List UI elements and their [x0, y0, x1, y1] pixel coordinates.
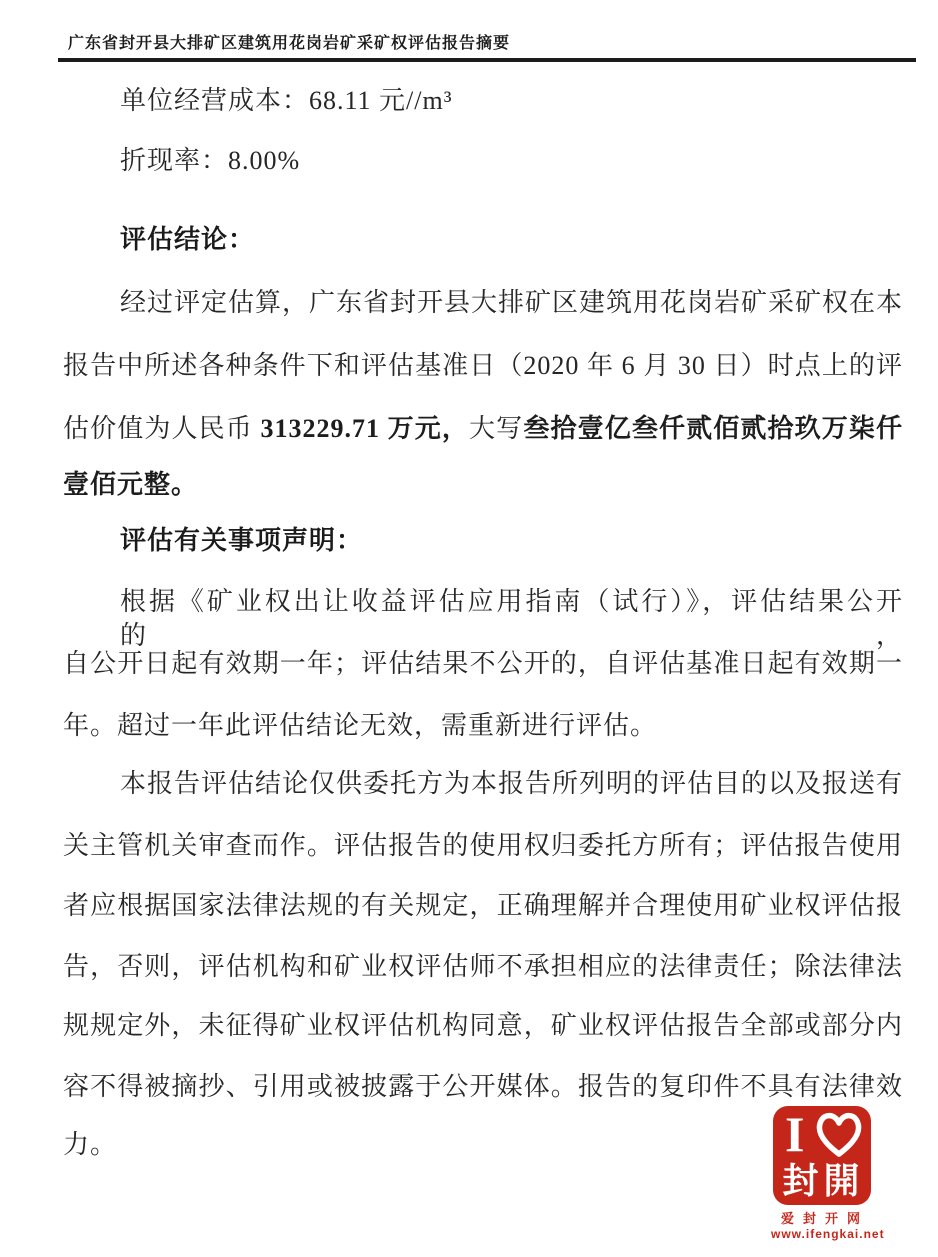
- body-line: 年。超过一年此评估结论无效，需重新进行评估。: [63, 711, 658, 740]
- appraisal-value-number: 313229.71 万元，: [260, 414, 470, 443]
- body-line: 经过评定估算，广东省封开县大排矿区建筑用花岗岩矿采矿权在本: [120, 288, 904, 317]
- body-line: 者应根据国家法律法规的有关规定，正确理解并合理使用矿业权评估报: [63, 891, 903, 920]
- statement-heading: 评估有关事项声明：: [120, 525, 364, 555]
- body-line: 根据《矿业权出让收益评估应用指南（试行）》，评估结果公开的，: [120, 587, 903, 650]
- stamp-fengkai-text: 封開: [782, 1161, 865, 1201]
- body-line: 容不得被摘抄、引用或被披露于公开媒体。报告的复印件不具有法律效: [63, 1072, 903, 1101]
- body-line-unit-cost: 单位经营成本：68.11 元//m³: [120, 86, 453, 115]
- ifengkai-stamp-logo: [771, 1106, 885, 1241]
- appraisal-value-daxie-label: 大写: [469, 414, 524, 443]
- logo-url: www.ifengkai.net: [771, 1227, 885, 1241]
- appraisal-value-prefix: 估价值为人民币: [63, 414, 261, 443]
- body-line: 告，否则，评估机构和矿业权评估师不承担相应的法律责任；除法律法: [63, 952, 903, 981]
- report-body: [63, 0, 903, 1257]
- report-header-title: 广东省封开县大排矿区建筑用花岗岩矿采矿权评估报告摘要: [58, 30, 916, 62]
- body-line-appraisal-value-end: 壹佰元整。: [63, 470, 199, 499]
- conclusion-heading: 评估结论：: [120, 224, 256, 254]
- body-line: 报告中所述各种条件下和评估基准日（2020 年 6 月 30 日）时点上的评: [63, 351, 903, 380]
- appraisal-value-capital-words: 叁拾壹亿叁仟贰佰贰拾玖万柒仟: [523, 414, 903, 443]
- stamp-top-row: [773, 1108, 871, 1160]
- stamp-seal: [773, 1106, 871, 1205]
- body-line: 本报告评估结论仅供委托方为本报告所列明的评估目的以及报送有: [120, 769, 904, 798]
- logo-caption: 爱封开网: [780, 1211, 869, 1226]
- body-line: 关主管机关审查而作。评估报告的使用权归委托方所有；评估报告使用: [63, 831, 903, 860]
- heart-icon: [813, 1110, 865, 1163]
- body-line: 规规定外，未征得矿业权评估机构同意，矿业权评估报告全部或部分内: [63, 1011, 903, 1040]
- stamp-letter-i: I: [785, 1106, 805, 1162]
- body-line-discount-rate: 折现率：8.00%: [120, 146, 301, 175]
- body-line: 力。: [63, 1130, 118, 1159]
- body-line: 自公开日起有效期一年；评估结果不公开的，自评估基准日起有效期一: [63, 649, 903, 678]
- body-line-appraisal-value: [63, 412, 903, 446]
